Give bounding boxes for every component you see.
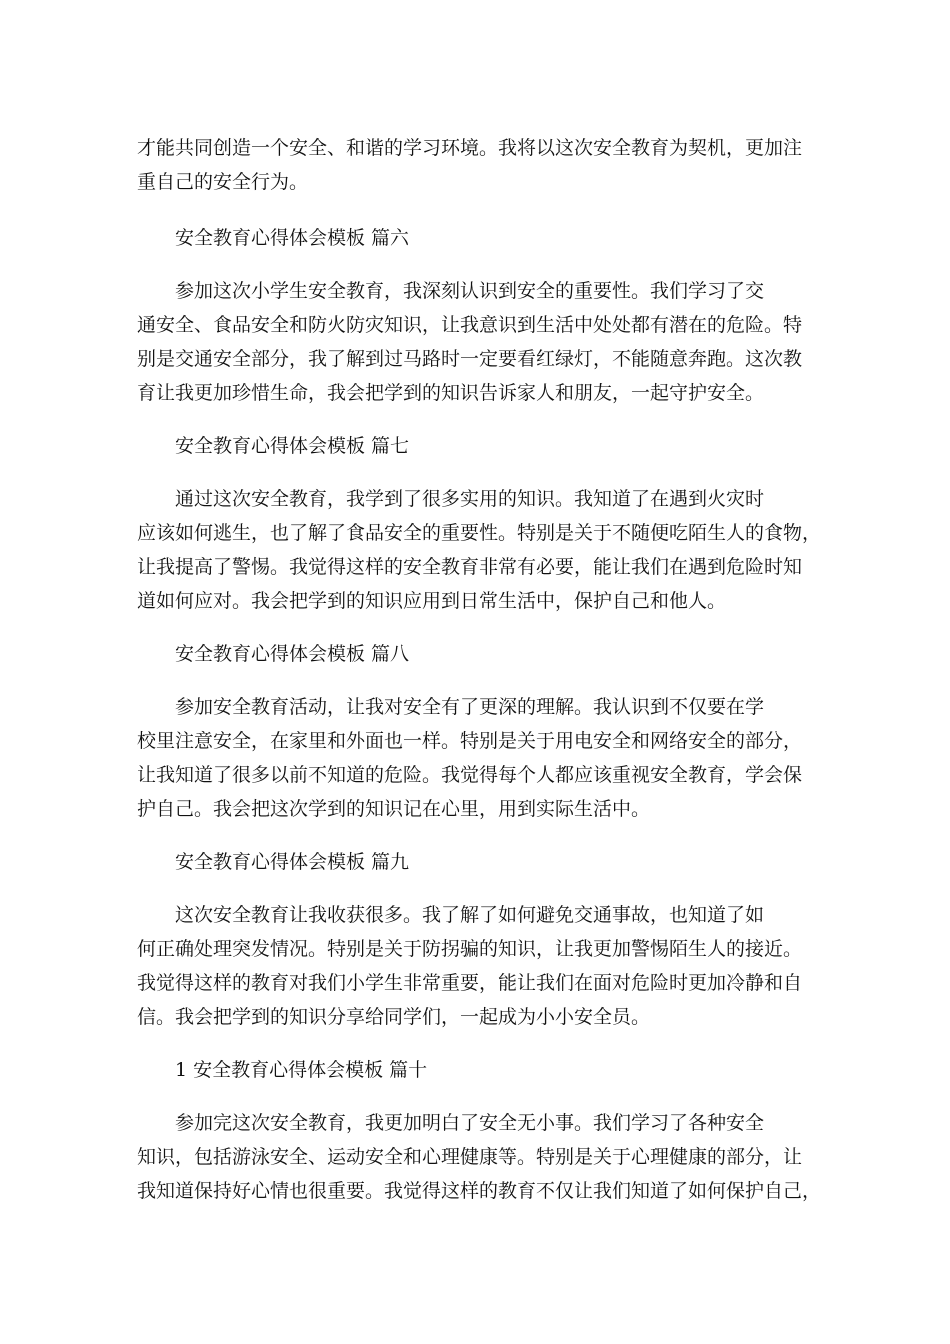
section-heading-6: 安全教育心得体会模板 篇六 [175,227,410,249]
text-line: 我觉得这样的教育对我们小学生非常重要，能让我们在面对危险时更加冷静和自 [137,972,803,994]
section-paragraph-10 [137,1106,823,1208]
text-line: 让我提高了警惕。我觉得这样的安全教育非常有必要，能让我们在遇到危险时知 [137,556,803,578]
section-heading-9: 安全教育心得体会模板 篇九 [175,851,410,873]
intro-paragraph [137,131,823,199]
section-paragraph-7 [137,482,823,618]
text-line: 何正确处理突发情况。特别是关于防拐骗的知识，让我更加警惕陌生人的接近。 [137,938,803,960]
text-line: 应该如何逃生，也了解了食品安全的重要性。特别是关于不随便吃陌生人的食物， [137,522,822,544]
text-line: 才能共同创造一个安全、和谐的学习环境。我将以这次安全教育为契机，更加注 [137,137,803,159]
text-line: 信。我会把学到的知识分享给同学们，一起成为小小安全员。 [137,1006,651,1028]
text-line: 道如何应对。我会把学到的知识应用到日常生活中，保护自己和他人。 [137,590,727,612]
text-line: 这次安全教育让我收获很多。我了解了如何避免交通事故，也知道了如 [137,904,765,926]
text-line: 参加安全教育活动，让我对安全有了更深的理解。我认识到不仅要在学 [137,696,765,718]
text-line: 让我知道了很多以前不知道的危险。我觉得每个人都应该重视安全教育，学会保 [137,764,803,786]
text-line: 别是交通安全部分，我了解到过马路时一定要看红绿灯，不能随意奔跑。这次教 [137,348,803,370]
section-paragraph-9 [137,898,823,1034]
section-paragraph-8 [137,690,823,826]
text-line: 参加完这次安全教育，我更加明白了安全无小事。我们学习了各种安全 [137,1112,765,1134]
section-paragraph-6 [137,274,823,410]
text-line: 我知道保持好心情也很重要。我觉得这样的教育不仅让我们知道了如何保护自己， [137,1180,822,1202]
section-heading-7: 安全教育心得体会模板 篇七 [175,435,410,457]
section-heading-8: 安全教育心得体会模板 篇八 [175,643,410,665]
text-line: 育让我更加珍惜生命，我会把学到的知识告诉家人和朋友，一起守护安全。 [137,382,765,404]
text-line: 重自己的安全行为。 [137,171,309,193]
text-line: 参加这次小学生安全教育，我深刻认识到安全的重要性。我们学习了交 [137,280,765,302]
text-line: 校里注意安全，在家里和外面也一样。特别是关于用电安全和网络安全的部分， [137,730,803,752]
text-line: 知识，包括游泳安全、运动安全和心理健康等。特别是关于心理健康的部分，让 [137,1146,803,1168]
section-heading-10: 1 安全教育心得体会模板 篇十 [175,1059,428,1081]
text-line: 通安全、食品安全和防火防灾知识，让我意识到生活中处处都有潜在的危险。特 [137,314,803,336]
text-line: 通过这次安全教育，我学到了很多实用的知识。我知道了在遇到火灾时 [137,488,765,510]
text-line: 护自己。我会把这次学到的知识记在心里，用到实际生活中。 [137,798,651,820]
